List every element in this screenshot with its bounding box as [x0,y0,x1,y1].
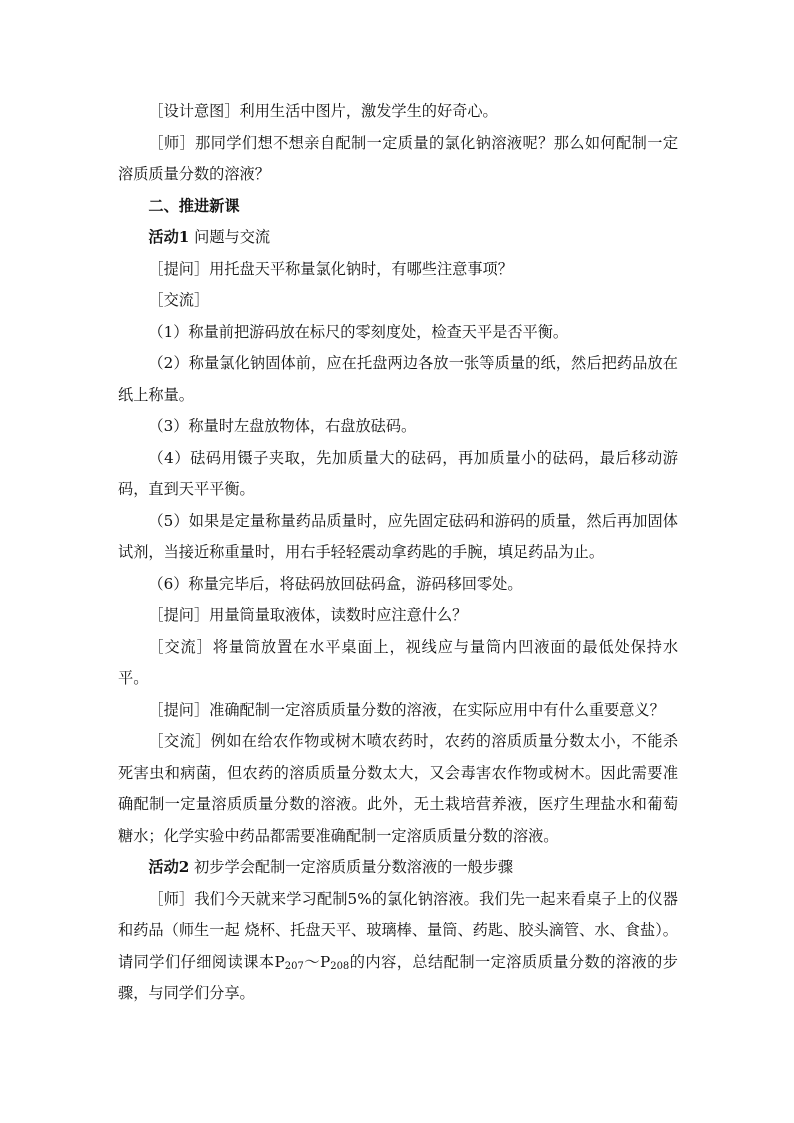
list-item-2: （2）称量氯化钠固体前，应在托盘两边各放一张等质量的纸，然后把药品放在纸上称量。 [118,354,678,404]
teacher-instructions-tail: 的内容，总结配制一定溶质质量分数的溶液的步骤，与同学们分享。 [118,952,678,1002]
page-ref-start-number: 207 [284,960,304,972]
activity-1-title: 问题与交流 [189,228,271,246]
page-ref-end-number: 208 [330,960,350,972]
document-body [118,96,678,1010]
paragraph-exchange-label: ［交流］ [148,291,210,309]
paragraph-teacher-question: ［师］那同学们想不想亲自配制一定质量的氯化钠溶液呢？那么如何配制一定溶质质量分数的溶液？ [118,133,678,183]
section-heading-new-lesson: 二、推进新课 [148,196,240,215]
activity-1-label: 活动1 [148,228,190,246]
paragraph-exchange-significance: ［交流］例如在给农作物或树木喷农药时，农药的溶质质量分数太小，不能杀死害虫和病菌，但农药的溶质质量分数太大，又会毒害农作物或树木。因此需要准确配制一定量溶质质量分数的溶液。此外，无土栽培营养液，医疗生理盐水和葡萄糖水；化学实验中药品都需要准确配制一定溶质质量分数的溶液。 [118,732,678,845]
activity-2-title: 初步学会配制一定溶质质量分数溶液的一般步骤 [189,858,514,876]
activity-1-heading [118,222,678,254]
list-item-3: （3）称量时左盘放物体，右盘放砝码。 [148,417,417,435]
list-item-6: （6）称量完毕后，将砝码放回砝码盒，游码移回零处。 [148,574,523,593]
list-item-1: （1）称量前把游码放在标尺的零刻度处，检查天平是否平衡。 [148,322,569,341]
teacher-instructions-text: ［师］我们今天就来学习配制5%的氯化钠溶液。我们先一起来看桌子上的仪器和药品（师生一起 烧杯、托盘天平、玻璃棒、量筒、药匙、胶头滴管、水、食盐）。请同学们仔细阅读课本 [118,889,678,971]
activity-2-label: 活动2 [148,858,190,876]
paragraph-question-significance: ［提问］准确配制一定溶质质量分数的溶液，在实际应用中有什么重要意义？ [148,700,665,719]
paragraph-teacher-instructions [118,884,678,1010]
page-ref-separator: ～P [303,952,331,971]
page-ref-start: P [274,952,285,971]
paragraph-question-cylinder: ［提问］用量筒量取液体，读数时应注意什么？ [148,606,468,624]
paragraph-question-balance: ［提问］用托盘天平称量氯化钠时，有哪些注意事项？ [148,259,513,278]
list-item-4: （4）砝码用镊子夹取，先加质量大的砝码，再加质量小的砝码，最后移动游码，直到天平平衡。 [118,448,678,498]
paragraph-exchange-cylinder: ［交流］将量筒放置在水平桌面上，视线应与量筒内凹液面的最低处保持水平。 [118,637,678,687]
list-item-5: （5）如果是定量称量药品质量时，应先固定砝码和游码的质量，然后再加固体试剂，当接近称重量时，用右手轻轻震动拿药匙的手腕，填足药品为止。 [118,511,678,561]
activity-2-heading [118,852,678,884]
paragraph-design-intent: ［设计意图］利用生活中图片，激发学生的好奇心。 [148,102,498,120]
